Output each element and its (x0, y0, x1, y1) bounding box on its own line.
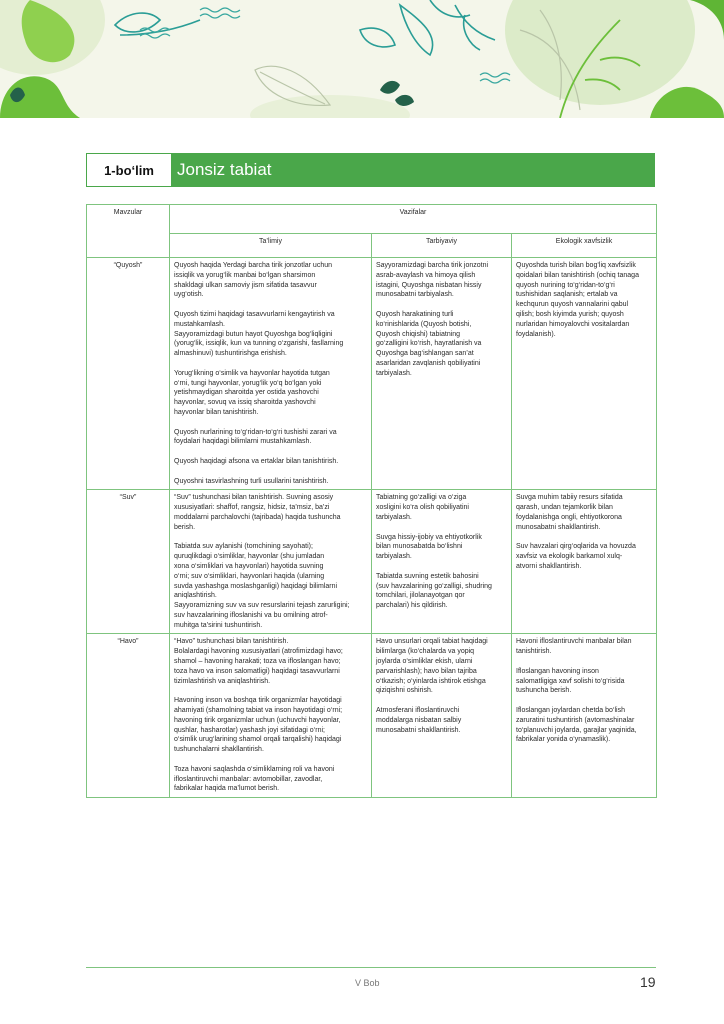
cell-paragraph: Tabiatda suvning estetik bahosini (suv havzalarining go‘zalligi, shudring tomchilari, jilolanayotgan qor parchalari) his qildirish. (376, 572, 492, 610)
footer-chapter: V Bob (355, 978, 380, 988)
cell-paragraph: Quyosh tizimi haqidagi tasavvurlarni kengaytirish va mustahkamlash. Sayyoramizdagi butun hayot Quyoshga bog‘liqligini (yorug‘lik, issiqlik, kun va tunning o‘zgarishi, fasllarning almashinuvi) tushuntirishga erishish. (174, 310, 344, 358)
table-row (87, 258, 657, 490)
section-header (86, 153, 655, 187)
table-cell (512, 258, 657, 490)
table-cell (512, 634, 657, 798)
cell-paragraph: Ifloslangan havoning inson salomatligiga xavf solishi to‘g‘risida tushuncha berish. (516, 667, 625, 695)
cell-paragraph: Ifloslangan joylardan chetda bo‘lish zaruratini tushuntirish (avtomashinalar to‘planuvchi joylarda, garajlar yaqinida, fabrikalar yonida o‘ynamaslik). (516, 707, 637, 744)
cell-paragraph: Tabiatning go‘zalligi va o‘ziga xosligini ko‘ra olish qobiliyatini tarbiyalash. (376, 494, 469, 521)
cell-paragraph: Quyosh haqidagi afsona va ertaklar bilan tanishtirish. (174, 457, 339, 465)
footer-divider (86, 967, 656, 968)
cell-paragraph: Quyosh harakatining turli ko‘rinishlarida (Quyosh botishi, Quyosh chiqishi) tabiatning go‘zalligini ko‘rish, hayratlanish va Quyoshga bag‘ishlangan san’at asarlaridan zavqlanish qobiliyatini tarbiyalash. (376, 310, 482, 377)
cell-paragraph: Sayyoramizdagi barcha tirik jonzotni asrab-avaylash va himoya qilish istagini, Quyoshga nisbatan hissiy munosabatni tarbiyalash. (376, 262, 489, 299)
cell-paragraph: Suvga hissiy-ijobiy va ehtiyotkorlik bilan munosabatda bo‘lishni tarbiyalash. (376, 533, 482, 561)
cell-paragraph: Quyoshni tasvirlashning turli usullarini tanishtirish. (174, 477, 329, 485)
topic-cell: “Havo” (87, 634, 170, 798)
table-cell (170, 258, 372, 490)
cell-paragraph: Havoning inson va boshqa tirik organizmlar hayotidagi ahamiyati (shamolning tabiat va inson hayotidagi o‘rni; havoning tirik organizmlar uchun (uchuvchi hayvonlar, qushlar, hasharotlar) yashash joyi sifatidagi o‘rni; o‘simlik urug‘larining shamol orqali tarqalishi) haqidagi tushunchalarni shakllantirish. (174, 697, 343, 754)
cell-paragraph: Havo unsurlari orqali tabiat haqidagi bilimlarga (ko‘chalarda va yopiq joylarda o‘simliklar ekish, ularni parvarishlash); havo bilan tajriba o‘tkazish; o‘yinlarda ishtirok etishga qiziqishni oshirish. (376, 638, 488, 695)
cell-paragraph: Quyosh nurlarining to‘g‘ridan-to‘g‘ri tushishi zarari va foydalari haqidagi bilimlarni mustahkamlash. (174, 428, 337, 446)
section-title: Jonsiz tabiat (171, 154, 654, 186)
cell-paragraph: Tabiatda suv aylanishi (tomchining sayohati); quruqlikdagi o‘simliklar, hayvonlar (shu jumladan xona o‘simliklari va hayvonlari) hayotida suvning o‘rni; suv o‘simliklari, hayvonlari haqida (ularning suvda yashashga moslashganligi) haqidagi bilimlarni aniqlashtirish. Sayyoramizning suv va suv resurslarini tejash zarurligini; suv havzalarining ifloslanishi va bu omilning atrof- muhitga ta’sirini tushuntirish. (174, 543, 350, 629)
cell-paragraph: Atmosferani ifloslantiruvchi moddalarga nisbatan salbiy munosabatni shakllantirish. (376, 707, 462, 734)
topic-cell: “Suv” (87, 490, 170, 634)
table-row (87, 634, 657, 798)
cell-paragraph: “Suv” tushunchasi bilan tanishtirish. Suvning asosiy xususiyatlari: shaffof, rangsiz, hidsiz, ta’msiz, ba’zi moddalarni parchalovchi (tajribada) haqida tushuncha berish. (174, 494, 341, 531)
cell-paragraph: Quyosh haqida Yerdagi barcha tirik jonzotlar uchun issiqlik va yorug‘lik manbai bo‘lgan sharsimon shakldagi ulkan samoviy jism sifatida tasavvur uyg‘otish. (174, 262, 332, 299)
cell-paragraph: Toza havoni saqlashda o‘simliklarning roli va havoni ifloslantiruvchi manbalar: avtomobillar, zavodlar, fabrikalar haqida ma’lumot berish. (174, 765, 335, 793)
column-header: Ta’limiy (170, 234, 372, 258)
cell-paragraph: “Havo” tushunchasi bilan tanishtirish. Bolalardagi havoning xususiyatlari (atrofimizdagi havo; shamol – havoning harakati; toza va ifloslangan havo; toza havo va inson salomatligi) haqidagi tasavvurlarni tizimlashtirish va aniqlashtirish. (174, 638, 343, 685)
duties-header: Vazifalar (170, 205, 657, 234)
table-cell (372, 490, 512, 634)
decorative-banner (0, 0, 724, 118)
cell-paragraph: Suvga muhim tabiiy resurs sifatida qarash, undan tejamkorlik bilan foydalanishga ongli, ehtiyotkorona munosabatni shakllantirish. (516, 494, 623, 531)
cell-paragraph: Yorug‘likning o‘simlik va hayvonlar hayotida tutgan o‘rni, tungi hayvonlar, yorug‘lik yo‘q bo‘lgan yoki yetishmaydigan sharoitda yer ostida yashovchi hayvonlar, sovuq va issiq sharoitda yashovchi hayvonlar bilan tanishtirish. (174, 369, 330, 416)
topics-header: Mavzular (87, 205, 170, 258)
page-number: 19 (640, 974, 656, 990)
column-header: Ekologik xavfsizlik (512, 234, 657, 258)
section-label: 1-bo‘lim (87, 154, 171, 186)
table-cell (170, 634, 372, 798)
cell-paragraph: Quyoshda turish bilan bog‘liq xavfsizlik qoidalari bilan tanishtirish (ochiq tanaga quyosh nurining to‘g‘ridan-to‘g‘ri tushishidan saqlanish; ertalab va kechqurun quyosh vannalarini qabul qilish; bosh kiyimda yurish; quyosh nurlaridan himoyalovchi vositalardan foydalanish). (516, 262, 639, 338)
table-row (87, 490, 657, 634)
cell-paragraph: Havoni ifloslantiruvchi manbalar bilan tanishtirish. (516, 638, 632, 656)
table-cell (512, 490, 657, 634)
duties-table (86, 204, 657, 798)
table-cell (372, 634, 512, 798)
table-cell (372, 258, 512, 490)
cell-paragraph: Suv havzalari qirg‘oqlarida va hovuzda xavfsiz va ekologik barkamol xulq- atvorni shakllantirish. (516, 543, 636, 570)
column-header: Tarbiyaviy (372, 234, 512, 258)
table-cell (170, 490, 372, 634)
topic-cell: “Quyosh” (87, 258, 170, 490)
leaf-pattern-icon (0, 0, 724, 118)
